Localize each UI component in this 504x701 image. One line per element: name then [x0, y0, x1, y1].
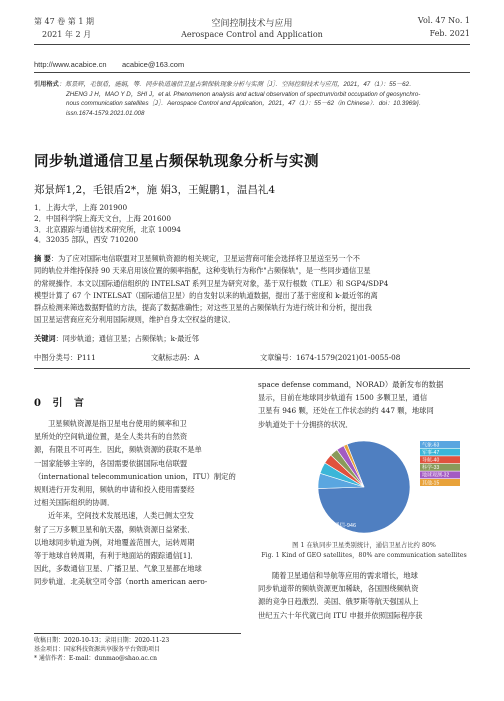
- citation-line-1: [34, 80, 474, 90]
- pie-label-5: 科学-33: [422, 465, 440, 472]
- keywords-label: 关键词: [34, 334, 56, 343]
- right-col-bottom-line-2: 同步轨道带的频轨资源更加稀缺，各国围绕频轨资: [258, 584, 419, 594]
- footnotes: [34, 636, 169, 664]
- left-col-line-7: 过相关国际组织的协调．: [34, 498, 115, 508]
- keywords: [34, 334, 199, 344]
- footnote-corresponding: * 通信作者：E-mail：dunmao@shao.ac.cn: [34, 655, 157, 663]
- pie-label-1: 通信-946: [334, 523, 357, 529]
- left-column-text: [34, 417, 239, 589]
- citation-line-2: ZHENG J H，MAO Y D，SHI J，et al. Phenomenon analysis and actual observation of spectrum/orbit occupation of geosynchro-: [66, 90, 421, 98]
- citation-label: 引用格式: [34, 81, 59, 88]
- abstract-line-4: 模型计算了 67 个 INTELSAT（国际通信卫星）的自发射以来的轨道数据，提出了基于密度和 k-最近邻的离: [34, 290, 378, 300]
- left-col-line-9: 射了三万多颗卫星和航天器，频轨资源日益紧张．: [34, 524, 195, 534]
- right-col-top-line-3: 卫星有 946 颗，还处在工作状态的约 447 颗，地球同: [258, 406, 434, 416]
- footnote-rule: [34, 633, 241, 634]
- right-col-bottom-line-1: 随着卫星通信和导航等应用的需求增长，地球: [272, 571, 418, 580]
- keywords-text: ：同步轨道；通信卫星；占频保轨；k-最近邻: [55, 334, 199, 343]
- pie-label-4: 导航-40: [422, 457, 440, 464]
- citation-text-1: ：郑景辉，毛银盾，施娟，等．同步轨道通信卫星占频保轨现象分析与实测［J］．空间控制技术与应用，2021，47（1）：55－62．: [58, 81, 416, 88]
- date-cn: 2021 年 2 月: [42, 30, 92, 39]
- journal-url[interactable]: http://www.acabice.cn: [34, 60, 107, 69]
- figure-caption-cn: 图 1 在轨同步卫星类别统计，通信卫星占比约 80%: [292, 542, 436, 549]
- geo-satellite-pie-chart: [258, 437, 470, 537]
- right-col-bottom-line-4: 世纪五六十年代就已向 ITU 申报并依照国际程序获: [258, 610, 423, 620]
- abstract-line-5: 群点检测来筛选数据野值的方法，提高了数据准确性；对这些卫星的占频保轨行为进行统计和分析，提出我: [34, 303, 372, 313]
- right-col-top-line-2: 显示，目前在地球同步轨道有 1500 多颗卫星，通信: [258, 393, 428, 403]
- right-col-bottom-line-3: 源的竞争日趋激烈．美国、俄罗斯等航天强国从上: [258, 597, 419, 607]
- affiliation-3: 3．北京跟踪与通信技术研究所，北京 10094: [34, 224, 181, 234]
- paper-title: 同步轨道通信卫星占频保轨现象分析与实测: [34, 154, 319, 170]
- affiliation-2: 2．中国科学院上海天文台，上海 201600: [34, 213, 171, 223]
- abstract-block: [34, 253, 470, 327]
- figure-caption-en: Fig. 1 Kind of GEO satellites，80% are communication satellites: [261, 552, 467, 559]
- citation-line-3: nous communication satellites［J］．Aerospace Control and Application，2021，47（1）：55－62（in Chinese）．doi：10.3969/j．: [66, 100, 425, 108]
- header-rule: [34, 44, 470, 45]
- volume-en: Vol. 47 No. 1: [417, 16, 470, 25]
- abstract-label: 摘 要: [34, 254, 51, 263]
- abstract-line-1: [34, 253, 470, 265]
- left-col-line-1: 卫星频轨资源是指卫星电台使用的频率和卫: [48, 419, 187, 428]
- citation-block: [34, 80, 474, 118]
- url-rule: [34, 72, 470, 73]
- abstract-line-6: 国卫星运营商应充分利用国际规则，维护自身太空权益的建议．: [34, 315, 236, 325]
- footnote-received: 收稿日期：2020-10-13；录用日期：2020-11-23: [34, 637, 170, 644]
- left-col-line-6: 规则进行开发利用，频轨的申请和投入使用需要经: [34, 485, 195, 495]
- footnote-funding: 基金项目：国家科技资源共享服务平台资助项目: [34, 646, 161, 654]
- left-col-line-13: 同步轨道．北美航空司令部（north american aero-: [34, 577, 208, 587]
- volume-issue-cn: 第 47 卷 第 1 期: [34, 17, 94, 26]
- abstract-line-2: 同的轨位并维持保持 90 天来启用该位置的频率指配，这种变轨行为称作"占频保轨"，是一些同步通信卫星: [34, 266, 371, 276]
- figure-caption: [250, 541, 478, 561]
- affiliation-4: 4．32035 部队，西安 710200: [34, 235, 139, 245]
- left-col-line-8: 近年来，空间技术发展迅速，人类已侧太空发: [48, 511, 194, 521]
- left-col-line-2: 星所处的空间轨道位置，是全人类共有的自然资: [34, 432, 188, 442]
- pie-label-6: 地球观测-32: [422, 472, 450, 479]
- right-col-top-line-4: 步轨道处于十分拥挤的状况．: [258, 419, 353, 429]
- date-en: Feb. 2021: [429, 29, 470, 38]
- right-column-text-bottom: [258, 569, 470, 622]
- abstract-line-3: 的常规操作．本文以国际通信组织的 INTELSAT 系列卫星为研究对象，基于双行根数（TLE）和 SGP4/SDP4: [34, 278, 389, 288]
- left-col-line-12: 因此，多数通信卫星、广播卫星、气象卫星都在地球: [34, 564, 202, 574]
- left-col-line-5: （international telecommunication union，ITU）制定的: [34, 471, 236, 481]
- journal-email[interactable]: acabice@163.com: [122, 60, 185, 69]
- section-heading-intro: 0 引 言: [34, 398, 88, 409]
- author-list: 郑景辉1,2，毛银盾2*，施 娟3，王鲲鹏1，温昌礼4: [34, 184, 276, 196]
- right-column-text-top: [258, 378, 470, 431]
- article-number: 文章编号：1674-1579(2021)01-0055-08: [260, 353, 401, 362]
- left-col-line-4: 一国家能够主宰的，各国需要依据国际电信联盟: [34, 458, 188, 468]
- right-col-top-line-1: space defense command，NORAD）最新发布的数据: [258, 380, 444, 389]
- left-col-line-11: 等于地球自转周期，有利于地面站的跟踪通信[1]．: [34, 551, 198, 561]
- pie-label-2: 气象-63: [422, 442, 440, 449]
- journal-title-cn: 空间控制技术与应用: [211, 19, 293, 29]
- affiliation-list: [34, 203, 181, 246]
- affiliation-1: 1．上海大学，上海 201900: [34, 203, 128, 212]
- abstract-text-1: ：为了应对国际电信联盟对卫星频轨资源的相关规定，卫星运营商可能会选择将卫星送至另一个不: [50, 254, 360, 263]
- pie-label-3: 军事-47: [422, 449, 440, 456]
- left-col-line-3: 源，有限且不可再生．因此，频轨资源的获取不是单: [34, 445, 202, 455]
- left-col-line-10: 以地球同步轨道为例，对地覆盖范围大，运转周期: [34, 537, 195, 547]
- document-code: 文献标志码：A: [151, 353, 200, 362]
- citation-line-4: issn.1674-1579.2021.01.008: [66, 109, 145, 117]
- journal-title-en: Aerospace Control and Application: [181, 30, 323, 39]
- clc-number: 中图分类号：P111: [34, 353, 96, 362]
- meta-rule: [34, 368, 470, 369]
- pie-label-7: 其他-15: [422, 480, 440, 487]
